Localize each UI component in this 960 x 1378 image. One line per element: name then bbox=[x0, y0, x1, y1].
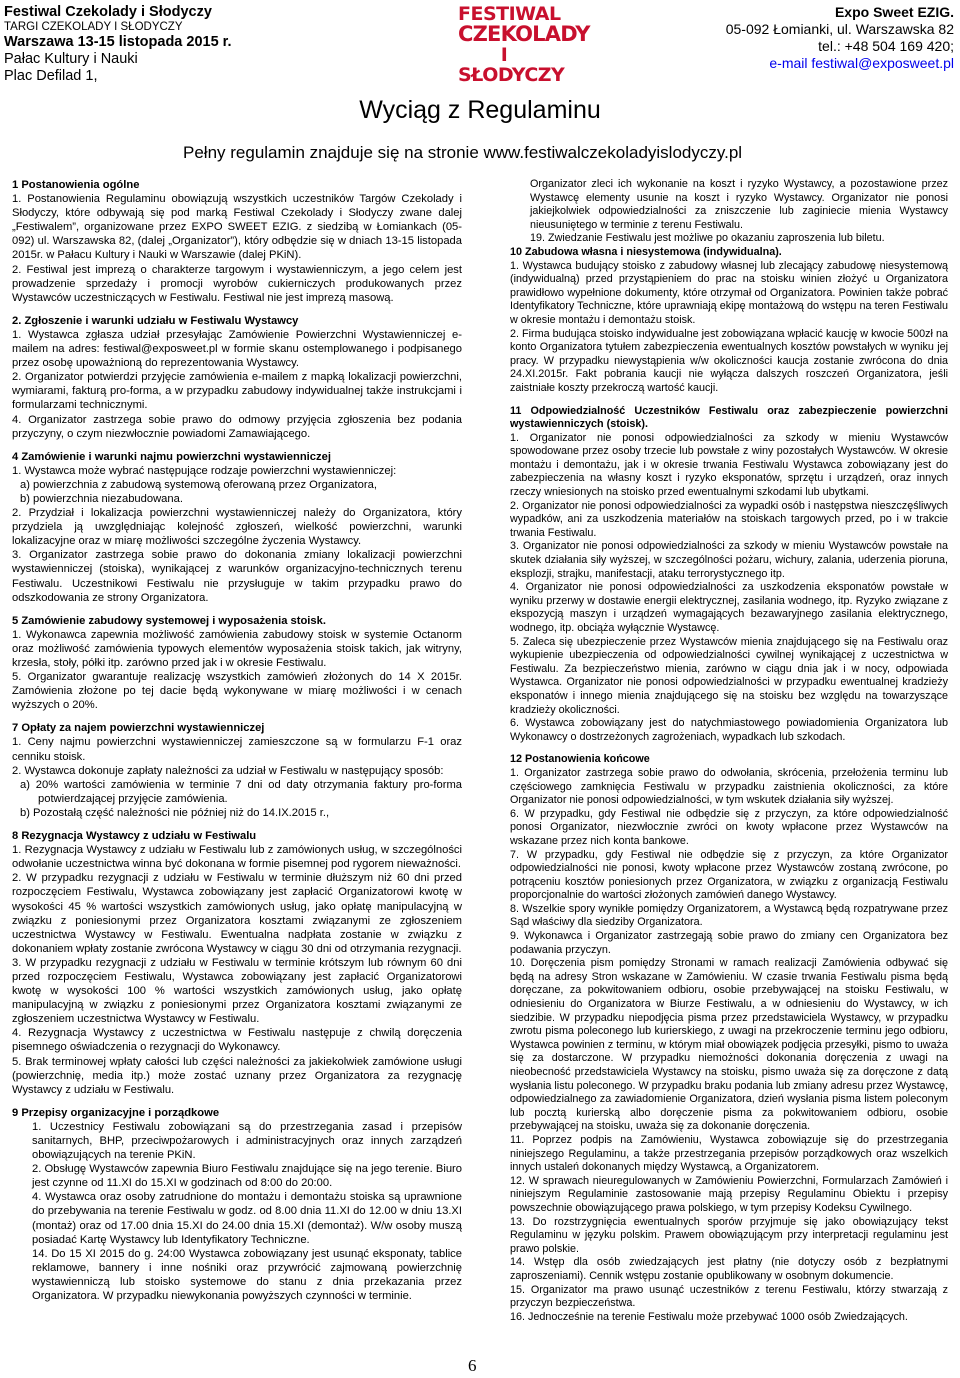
event-subtitle: TARGI CZEKOLADY I SŁODYCZY bbox=[4, 21, 183, 33]
paragraph: 8. Wszelkie spory wynikłe pomiędzy Organizatorem, a Wystawcą będą rozpatrywane przez Sąd właściwy dla siedziby Organizatora. bbox=[510, 902, 948, 929]
company-address: 05-092 Łomianki, ul. Warszawska 82 bbox=[725, 21, 954, 37]
paragraph: 3. Organizator nie ponosi odpowiedzialności za szkody w mieniu Wystawców powstałe na skutek działania siły wyższej, w szczególności pożaru, wichury, zalania, uderzenia pioruna, eksplozji, strajku, manifestacji, ataku terrorystycznego itp. bbox=[510, 540, 948, 580]
paragraph: 1. Wystawca budujący stoisko z zabudowy własnej lub zlecający zabudowę niesystemową (indywidualną) przed przystąpieniem do prac na stoisku winien złożyć u Organizatora prawidłowo wypełnione dokumenty, które otrzymał od Organizatora. Powinien także pobrać Identyfikatory Techniczne, które uprawniają ekipę montażową do wstępu na teren Festiwalu w okresie montażu i demontażu stoisk. bbox=[510, 259, 948, 326]
paragraph: 1. Ceny najmu powierzchni wystawienniczej zamieszczone są w formularzu F-1 oraz cenniku stoisk. bbox=[12, 736, 462, 763]
paragraph: 3. Organizator zastrzega sobie prawo do dokonania zmiany lokalizacji powierzchni wystawienniczej (stoiska), wynikającej z warunków organizacyjno-technicznych terenu Festiwalu. Uczestnikowi Festiwalu nie przysługuje w takim przypadku prawo do odszkodowania ze strony Organizatora. bbox=[12, 549, 462, 604]
paragraph: 14. Wstęp dla osób zwiedzających jest płatny (nie dotyczy osób z bezpłatnymi zaproszeniami). Cennik wstępu zostanie opublikowany w osobnym dokumencie. bbox=[510, 1256, 948, 1282]
event-address: Plac Defilad 1, bbox=[4, 68, 98, 84]
paragraph: 6. W przypadku, gdy Festiwal nie odbędzie się z przyczyn, za które odpowiedzialność ponosi Organizator, niezwłocznie zwróci on kwoty wpłacone przez Wystawców na wskazane przez nich konta bankowe. bbox=[510, 807, 948, 847]
paragraph: 10. Doręczenia pism pomiędzy Stronami w ramach realizacji Zamówienia odbywać się będą na adresy Stron wskazane w Zamówieniu. W czasie trwania Festiwalu pisma będą doręczane, za pokwitowaniem odbioru, osobie przebywającej na stoisku Festiwalu, w odniesieniu do Organizatora w Biurze Festiwalu, a w odniesieniu do Wystawcy, w ich siedzibie. W przypadku niepodjęcia pisma przez przedstawiciela Wystawcy, w przypadku zwrotu pisma poleconego lub kurierskiego, z uwagi na przekroczenie terminu jego odbioru, Wystawca powinien z terminu, w którym miał obowiązek podjęcia przesyłki, pismo to uważa się za dostarczone. W przypadku niemożności dokonania doręczenia z uwagi na nieobecność przedstawiciela Wystawcy na stoisku, pismo uważa się za doręczone z datą wysłania listu poleconego. W przypadku braku podania lub zmiany adresu przez Wystawcę, odpowiedzialnego za zawiadomienie Organizatora, dzień wysłania pisma listem poleconym lub pocztą kurierską albo doręczenie pisma za pokwitowaniem odbioru, osobie przebywającej na stoisku, uważa się za dokonanie doręczenia. bbox=[510, 957, 948, 1133]
company-email[interactable]: e-mail festiwal@exposweet.pl bbox=[769, 55, 954, 71]
section-heading: 8 Rezygnacja Wystawcy z udziału w Festiwalu bbox=[12, 830, 257, 843]
section-heading: 4 Zamówienie i warunki najmu powierzchni wystawienniczej bbox=[12, 450, 331, 463]
paragraph: 6. Wystawca zobowiązany jest do natychmiastowego powiadomienia Organizatora lub Wykonawcy o dostrzeżonych zagrożeniach, wypadkach lub szkodach. bbox=[510, 717, 948, 743]
spacer bbox=[510, 396, 948, 405]
section-heading: 10 Zabudowa własna i niesystemowa (indywidualna). bbox=[510, 245, 782, 258]
paragraph: 5. Organizator gwarantuje realizację wszystkich zamówień złożonych do 14 X 2015r. Zamówienia złożone po tej dacie będą wykonywane w miarę możliwości i w cenach wyższych o 20%. bbox=[12, 671, 462, 712]
paragraph: 5. Zaleca się ubezpieczenie przez Wystawców mienia znajdującego się na Festiwalu oraz wykupienie ubezpieczenia od odpowiedzialności cywilnej wynikającej z uczestnictwa w Festiwalu. Za bezpieczeństwo mienia, zarówno w ciągu dnia jak i w nocy, odpowiada Wystawca. Organizator nie ponosi odpowiedzialności w przypadku ewentualnej kradzieży eksponatów i innego mienia znajdującego się na stoisku bez względu na towarzyszące kradzieży okoliczności. bbox=[510, 635, 948, 716]
paragraph: 16. Jednocześnie na terenie Festiwalu może przebywać 1000 osób Zwiedzających. bbox=[510, 1310, 908, 1323]
paragraph: a) 20% wartości zamówienia w terminie 7 dni od daty otrzymania faktury pro-forma potwierdzającej przyjęcie zamówienia. bbox=[20, 778, 462, 805]
document-subtitle: Pełny regulamin znajduje się na stronie www.festiwalczekoladyislodyczy.pl bbox=[183, 143, 743, 162]
section-heading: 11 Odpowiedzialność Uczestników Festiwalu oraz zabezpieczenie powierzchni wystawienniczych (stoisk). bbox=[510, 404, 948, 431]
event-date: Warszawa 13-15 listopada 2015 r. bbox=[4, 34, 232, 50]
paragraph: 2. Organizator potwierdzi przyjęcie zamówienia e-mailem z mapką lokalizacji powierzchni, wymiarami, fakturą pro-forma, a w przypadku zabudowy indywidualnej także instrukcjami i formularzami technicznymi. bbox=[12, 371, 462, 412]
spacer bbox=[12, 605, 462, 614]
paragraph: 5. Brak terminowej wpłaty całości lub części należności za jakiekolwiek zamówione usługi (powierzchnię, media itp.) może zostać uznany przez Organizatora za rezygnację Wystawcy z udziału w Festiwalu. bbox=[12, 1055, 462, 1096]
paragraph: 3. W przypadku rezygnacji z udziału w Festiwalu w terminie krótszym lub równym 60 dni przed rozpoczęciem Festiwalu, Wystawca zobowiązany jest zapłacić Organizatorowi kwotę w wysokości 100 % wartości wszystkich zamówionych usług, jako opłatę manipulacyjną w związku z poniesionymi przez Organizatora kosztami związanymi ze zgłoszeniem uczestnictwa Wystawcy w Festiwalu. bbox=[12, 956, 462, 1026]
left-column bbox=[12, 178, 462, 1303]
spacer bbox=[12, 305, 462, 314]
section-heading: 7 Opłaty za najem powierzchni wystawienniczej bbox=[12, 722, 265, 735]
paragraph: 2. W przypadku rezygnacji z udziału w Festiwalu w terminie dłuższym niż 60 dni przed rozpoczęciem Festiwalu, Wystawca zobowiązany jest zapłacić Organizatorowi kwotę w wysokości 45 % wartości wszystkich zamówionych usług, jako opłatę manipulacyjną w związku z poniesionymi przez Organizatora kosztami związanymi ze zgłoszeniem uczestnictwa Wystawcy w Festiwalu. Ewentualna nadpłata zostanie w związku z dokonaniem wpłaty zostanie zwrócona Wystawcy w ciągu 30 dni od otrzymania rezygnacji. bbox=[12, 872, 462, 955]
paragraph: 15. Organizator ma prawo usunąć uczestników z terenu Festiwalu, którzy stwarzają z przyczyn bezpieczeństwa. bbox=[510, 1283, 948, 1310]
paragraph: 12. W sprawach nieuregulowanych w Zamówieniu Powierzchni, Formularzach Zamówień i niniejszym Regulaminie zastosowanie mają przepisy Regulaminu Obiektu i przepisy powszechnie obowiązującego prawa polskiego, w tym przepisy Kodeksu Cywilnego. bbox=[510, 1174, 948, 1214]
paragraph: b) powierzchnia niezabudowana. bbox=[20, 492, 183, 505]
paragraph: 4. Organizator zastrzega sobie prawo do odmowy przyjęcia zgłoszenia bez podania przyczyny, o czym niezwłocznie powiadomi Zamawiającego. bbox=[12, 413, 462, 440]
section-heading: 2. Zgłoszenie i warunki udziału w Festiwalu Wystawcy bbox=[12, 314, 299, 327]
paragraph: 2. Obsługę Wystawców zapewnia Biuro Festiwalu znajdujące się na jego terenie. Biuro jest czynne od 11.XI do 15.XI w godzinach od 8:00 do 20:00. bbox=[32, 1163, 462, 1190]
logo-line-1: FESTIWAL bbox=[458, 3, 561, 25]
paragraph: 2. Wystawca dokonuje zapłaty należności za udział w Festiwalu w następujący sposób: bbox=[12, 764, 444, 777]
paragraph: 7. W przypadku, gdy Festiwal nie odbędzie się z przyczyn, za które Organizator odpowiedzialności nie ponosi, kwoty wpłacone przez Wystawców zostaną zwrócone, po potrąceniu kosztów poniesionych przez Organizatora, w związku z organizacją Festiwalu proporcjonalnie do wartości złożonych zamówień danego Wystawcy. bbox=[510, 848, 948, 902]
document-title: Wyciąg z Regulaminu bbox=[359, 96, 601, 124]
paragraph: b) Pozostałą część należności nie później niż do 14.IX.2015 r., bbox=[20, 806, 330, 819]
section-heading: 9 Przepisy organizacyjne i porządkowe bbox=[12, 1106, 220, 1119]
paragraph: 1. Organizator zastrzega sobie prawo do odwołania, skrócenia, przełożenia terminu lub częściowego zamknięcia Festiwalu w przypadku zaistnienia okoliczności, za które Organizator nie ponosi odpowiedzialności, w tym wskutek działania siły wyższej. bbox=[510, 766, 948, 807]
paragraph: 4. Organizator nie ponosi odpowiedzialności za uszkodzenia eksponatów powstałe w wyniku przerwy w dostawie energii elektrycznej, zasilania wodnego, itp. Ryzyko związane z ekspozycją maszyn i urządzeń wymagających bezawaryjnego zasilania elektrycznego, wodnego, itp. obciąża wyłącznie Wystawcę. bbox=[510, 581, 948, 634]
paragraph: 4. Wystawca oraz osoby zatrudnione do montażu i demontażu stoiska są uprawnione do przebywania na terenie Festiwalu w godz. od 8.00 dnia 11.XI do 12.00 w dniu 13.XI (montaż) oraz od 17.00 dnia 15.XI do 24.00 dnia 15.XI (demontaż). W/w osoby muszą posiadać Kartę Wystawcy lub Identyfikatory Techniczne. bbox=[32, 1191, 462, 1246]
paragraph: 1. Uczestnicy Festiwalu zobowiązani są do przestrzegania zasad i przepisów sanitarnych, BHP, przeciwpożarowych i administracyjnych oraz innych zarządzeń obowiązujących na terenie PKiN. bbox=[32, 1120, 462, 1162]
spacer bbox=[12, 441, 462, 450]
logo-line-3: I SŁODYCZY bbox=[458, 44, 565, 86]
spacer bbox=[12, 712, 462, 721]
paragraph: 11. Poprzez podpis na Zamówieniu, Wystawca zobowiązuje się do przestrzegania niniejszego Regulaminu, a także przestrzegania przepisów porządkowych oraz wszelkich innych ustaleń dokonanych między Wystawcą, a Organizatorem. bbox=[510, 1133, 948, 1174]
organizer-event-block bbox=[4, 4, 232, 85]
spacer bbox=[12, 820, 462, 829]
paragraph: 2. Przydział i lokalizacja powierzchni wystawienniczej należy do Organizatora, który przydziela ją uwzględniając kolejność zgłoszeń, wielkość powierzchni, warunki lokalizacyjne oraz w miarę możliwości szczególne życzenia Wystawcy. bbox=[12, 507, 462, 548]
paragraph: 1. Organizator nie ponosi odpowiedzialności za szkody w mieniu Wystawców spowodowane przez osoby trzecie lub powstałe z winy pozostałych Wystawców. W okresie montażu i demontażu, jak i w okresie trwania Festiwalu Wystawca zobowiązany jest do zabezpieczenia na własny koszt i ryzyko eksponatów, sprzętu i urządzeń, oraz innych rzeczy wniesionych na stoisko przed ewentualnymi szkodami lub ubytkami. bbox=[510, 431, 948, 499]
section-heading: 5 Zamówienie zabudowy systemowej i wyposażenia stoisk. bbox=[12, 614, 326, 627]
logo-line-2: CZEKOLADY bbox=[458, 22, 590, 46]
event-name: Festiwal Czekolady i Słodyczy bbox=[4, 4, 212, 20]
paragraph: 2. Firma budująca stoisko indywidualne jest zobowiązana wpłacić kaucję w kwocie 500zł na konto Organizatora tytułem zabezpieczenia ewentualnych kosztów powstałych w wyniku jej pracy. W przypadku niewystąpienia w/w okoliczności kaucja zostanie zwrócona do dnia 24.XI.2015r. Fakt pobrania kaucji nie wyłącza dalszych roszczeń Organizatora, jeśli zaistniałe koszty przekroczą wartość kaucji. bbox=[510, 327, 948, 394]
spacer bbox=[510, 744, 948, 753]
paragraph: 14. Do 15 XI 2015 do g. 24:00 Wystawca zobowiązany jest usunąć eksponaty, tablice reklamowe, bannery i inne nośniki oraz przywrócić zajmowaną powierzchnię wystawienniczą lub stoisko systemowe do stanu z dnia przekazania przez Organizatora. W przypadku niewykonania powyższych czynności w terminie. bbox=[32, 1247, 462, 1303]
paragraph: 2. Festiwal jest imprezą o charakterze targowym i wystawienniczym, a jego celem jest prowadzenie sprzedaży i promocji wyrobów cukierniczych produkowanych przez Wystawców uczestniczących w Festiwalu. Festiwal nie jest imprezą masową. bbox=[12, 263, 462, 304]
paragraph: 4. Rezygnacja Wystawcy z uczestnictwa w Festiwalu następuje z chwilą doręczenia pisemnego oświadczenia o rezygnacji do Wykonawcy. bbox=[12, 1027, 462, 1054]
organizer-contact-block bbox=[726, 4, 954, 72]
event-venue: Pałac Kultury i Nauki bbox=[4, 51, 138, 67]
paragraph: Organizator zleci ich wykonanie na koszt i ryzyko Wystawcy, a pozostawione przez Wystawcę elementy usunie na koszt i ryzyko Wystawcy. Organizator nie ponosi jakiejkolwiek odpowiedzialności za zniszczenie lub zaginiecie mienia Wystawcy nieusuniętego w terminie z terenu Festiwalu. bbox=[530, 178, 948, 231]
paragraph: 9. Wykonawca i Organizator zastrzegają sobie prawo do zmiany cen Organizatora bez podawania przyczyn. bbox=[510, 930, 948, 956]
spacer bbox=[12, 1097, 462, 1106]
paragraph: 1. Rezygnacja Wystawcy z udziału w Festiwalu lub z zamówionych usług, w szczególności odwołanie uczestnictwa winna być dokonana w formie pisemnej pod rygorem nieważności. bbox=[12, 844, 462, 871]
paragraph: 19. Zwiedzanie Festiwalu jest możliwe po okazaniu zaproszenia lub biletu. bbox=[530, 232, 885, 245]
page-number: 6 bbox=[468, 1356, 477, 1375]
paragraph: 2. Organizator nie ponosi odpowiedzialności za wypadki osób i następstwa nieszczęśliwych wypadków, ani za uszkodzenia materiałów na stoiskach targowych przed, po i w trakcie trwania Festiwalu. bbox=[510, 499, 948, 539]
paragraph: 1. Postanowienia Regulaminu obowiązują wszystkich uczestników Targów Czekolady i Słodyczy, które odbywają się pod marką Festiwal Czekolady i Słodyczy zwane dalej „Festiwalem”, organizowane przez EXPO SWEET EZIG. z siedzibą w Łomiankach (05-092) ul. Warszawska 82, (dalej „Organizator”), który odbędzie się w dniach 13-15 listopada 2015r. w Pałacu Kultury i Nauki w Warszawie (dalej PKiN). bbox=[12, 193, 462, 262]
company-name: Expo Sweet EZIG. bbox=[834, 4, 954, 20]
section-heading: 12 Postanowienia końcowe bbox=[510, 753, 650, 766]
festival-logo bbox=[458, 3, 590, 86]
paragraph: 1. Wystawca może wybrać następujące rodzaje powierzchni wystawienniczej: bbox=[12, 464, 397, 477]
paragraph: 13. Do rozstrzygnięcia ewentualnych sporów przyjmuje się jako obowiązujący tekst Regulaminu w języku polskim. Prawem obowiązującym przy interpretacji regulaminu jest prawo polskie. bbox=[510, 1215, 948, 1255]
company-phone: tel.: +48 504 169 420; bbox=[818, 38, 954, 54]
paragraph: 1. Wystawca zgłasza udział przesyłając Zamówienie Powierzchni Wystawienniczej e-mailem na adres: festiwal@exposweet.pl w formie skanu ostemplowanego i podpisanego przez osobę upoważnioną do reprezentowania Wystawcy. bbox=[12, 328, 462, 370]
right-column bbox=[510, 178, 948, 1324]
paragraph: 1. Wykonawca zapewnia możliwość zamówienia zabudowy stoisk w systemie Octanorm oraz możliwość zamówienia typowych elementów wyposażenia stoisk takich, jak witryny, krzesła, stoły, półki itp. zarówno przed jak i w okresie Festiwalu. bbox=[12, 628, 462, 669]
paragraph: a) powierzchnia z zabudową systemową oferowaną przez Organizatora, bbox=[20, 478, 377, 491]
section-heading: 1 Postanowienia ogólne bbox=[12, 179, 140, 191]
